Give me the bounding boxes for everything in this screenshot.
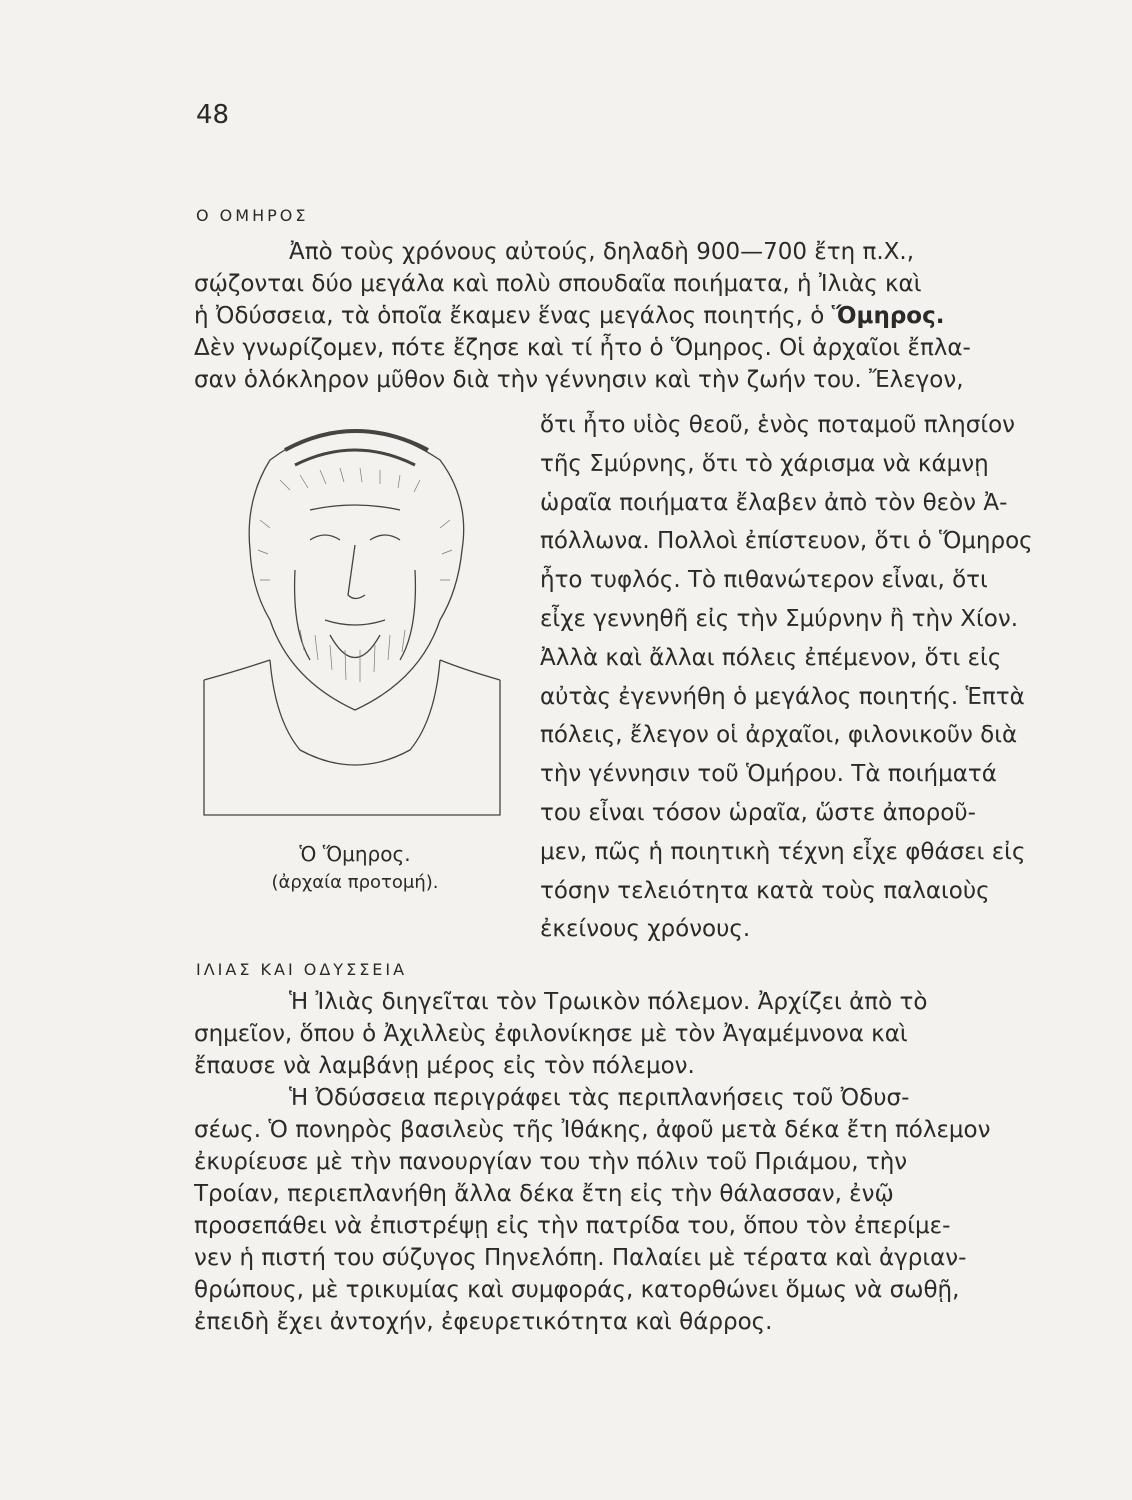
homer-name-bold: Ὅμηρος. [831,303,945,329]
text-line: ἐκυρίευσε μὲ τὴν πανουργίαν του τὴν πόλιν τοῦ Πριάμου, τὴν [194,1149,908,1175]
text-line: σημεῖον, ὅπου ὁ Ἀχιλλεὺς ἐφιλονίκησε μὲ τὸν Ἀγαμέμνονα καὶ [194,1021,908,1047]
homer-intro-paragraph [194,236,1129,396]
section-title-homer: Ο ΟΜΗΡΟΣ [196,206,309,225]
text-line: σέως. Ὁ πονηρὸς βασιλεὺς τῆς Ἰθάκης, ἀφοῦ μετὰ δέκα ἔτη πόλεμον [194,1117,991,1143]
figure-caption-title: Ὁ Ὅμηρος. [299,842,411,866]
text-line: τῆς Σμύρνης, ὅτι τὸ χάρισμα νὰ κάμνῃ [540,450,989,477]
text-line: Δὲν γνωρίζομεν, πότε ἔζησε καὶ τί ἦτο ὁ Ὅμηρος. Οἱ ἀρχαῖοι ἔπλα- [194,335,971,361]
text-line: ὡραῖα ποιήματα ἔλαβεν ἀπὸ τὸν θεὸν Ἀ- [540,489,1008,516]
homer-bust-illustration [200,420,510,830]
text-line: πόλλωνα. Πολλοὶ ἐπίστευον, ὅτι ὁ Ὅμηρος [540,528,1033,555]
section-title-iliad-odyssey: ΙΛΙΑΣ ΚΑΙ ΟΔΥΣΣΕΙΑ [196,960,408,979]
text-line: εἶχε γεννηθῆ εἰς τὴν Σμύρνην ἢ τὴν Χίον. [540,605,1019,632]
text-line: Ἡ Ὀδύσσεια περιγράφει τὰς περιπλανήσεις τοῦ Ὀδυσ- [289,1085,910,1111]
text-line-part: ἡ Ὀδύσσεια, τὰ ὁποῖα ἔκαμεν ἕνας μεγάλος ποιητής, ὁ [194,303,825,329]
page-number: 48 [196,100,230,130]
text-line: τόσην τελειότητα κατὰ τοὺς παλαιοὺς [540,877,990,904]
text-line: αὐτὰς ἐγεννήθη ὁ μεγάλος ποιητής. Ἑπτὰ [540,683,1025,710]
text-line [194,300,1129,332]
text-line: Τροίαν, περιεπλανήθη ἄλλα δέκα ἔτη εἰς τὴν θάλασσαν, ἐνῷ [194,1181,894,1207]
text-line: τὴν γέννησιν τοῦ Ὁμήρου. Τὰ ποιήματά [540,761,997,788]
text-line: ἐπειδὴ ἔχει ἀντοχήν, ἐφευρετικότητα καὶ θάρρος. [194,1309,773,1335]
text-line: προσεπάθει νὰ ἐπιστρέψῃ εἰς τὴν πατρίδα του, ὅπου τὸν ἐπερίμε- [194,1213,951,1239]
text-line: πόλεις, ἔλεγον οἱ ἀρχαῖοι, φιλονικοῦν διὰ [540,722,1018,749]
text-line: Ἡ Ἰλιὰς διηγεῖται τὸν Τρωικὸν πόλεμον. Ἀρχίζει ἀπὸ τὸ [289,989,928,1015]
text-line: νεν ἡ πιστή του σύζυγος Πηνελόπη. Παλαίει μὲ τέρατα καὶ ἀγριαν- [194,1245,967,1271]
text-line: θρώπους, μὲ τρικυμίας καὶ συμφοράς, κατορθώνει ὅμως νὰ σωθῇ, [194,1277,960,1303]
text-line: Ἀλλὰ καὶ ἄλλαι πόλεις ἐπέμενον, ὅτι εἰς [540,644,1002,671]
text-line: ἐκείνους χρόνους. [540,916,751,943]
text-line: ἦτο τυφλός. Τὸ πιθανώτερον εἶναι, ὅτι [540,567,988,594]
text-line: σῴζονται δύο μεγάλα καὶ πολὺ σπουδαῖα ποιήματα, ἡ Ἰλιὰς καὶ [194,271,922,297]
text-line: σαν ὁλόκληρον μῦθον διὰ τὴν γέννησιν καὶ τὴν ζωήν του. Ἔλεγον, [194,367,964,393]
text-line: του εἶναι τόσον ὡραῖα, ὥστε ἀποροῦ- [540,799,976,826]
iliad-odyssey-paragraphs [194,986,1129,1338]
text-line: ἔπαυσε νὰ λαμβάνῃ μέρος εἰς τὸν πόλεμον. [194,1053,695,1079]
text-line: μεν, πῶς ἡ ποιητικὴ τέχνη εἶχε φθάσει εἰς [540,838,1026,865]
homer-wrapped-paragraph [540,406,1130,949]
text-line: ὅτι ἦτο υἱὸς θεοῦ, ἑνὸς ποταμοῦ πλησίον [540,412,1016,438]
text-line: Ἀπὸ τοὺς χρόνους αὐτούς, δηλαδὴ 900—700 ἔτη π.Χ., [289,239,915,265]
figure-caption-sub: (ἀρχαία προτομή). [271,872,439,893]
